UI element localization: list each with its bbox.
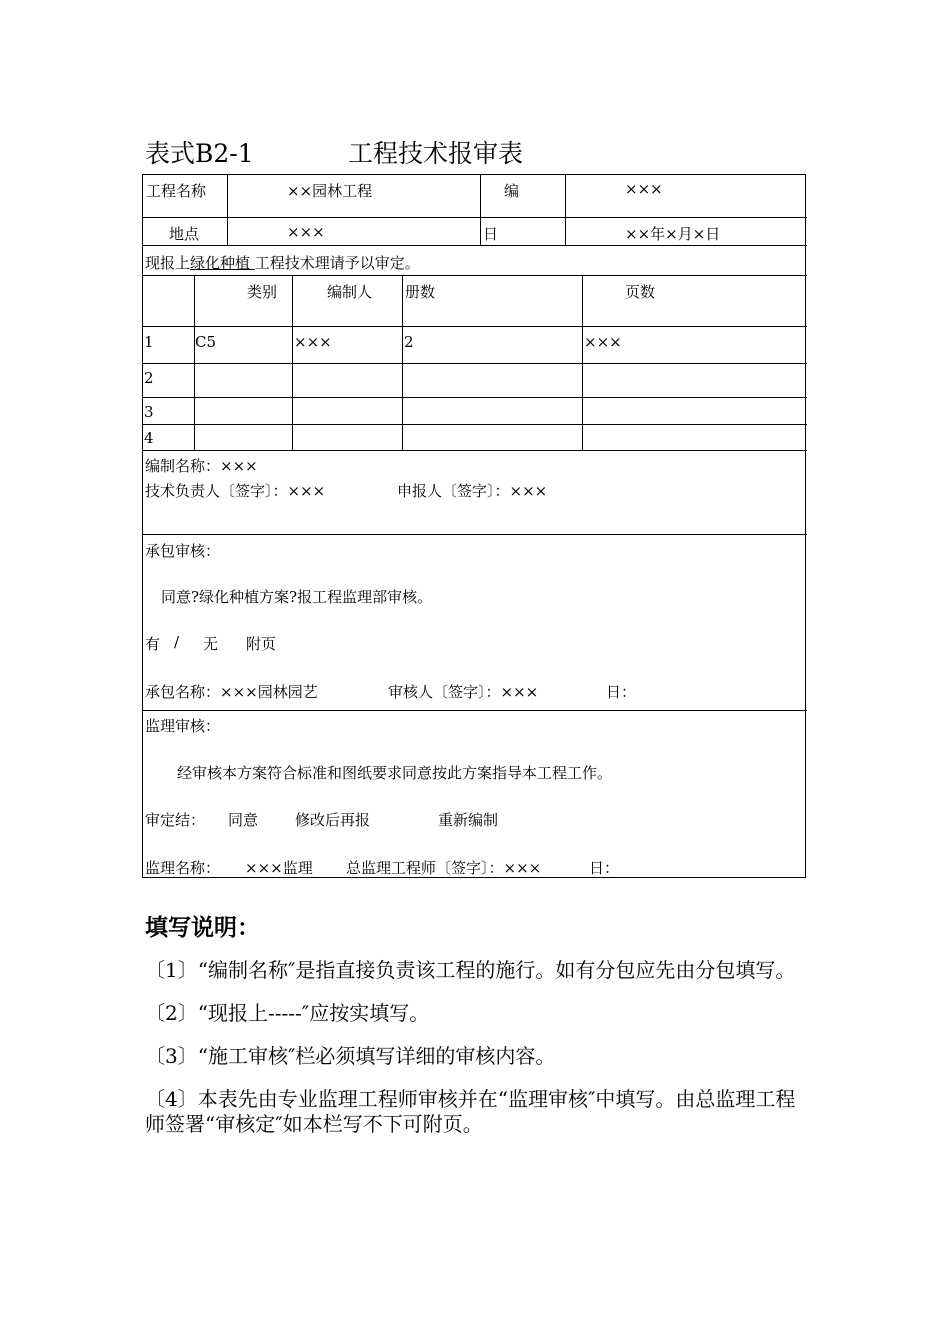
conclusion-label: 审定结： xyxy=(145,811,206,829)
instructions xyxy=(145,915,807,1155)
supervision-opinion: 经审核本方案符合标准和图纸要求同意按此方案指导本工程工作。 xyxy=(177,764,613,782)
divider xyxy=(292,275,293,450)
table-cell: C5 xyxy=(195,333,217,351)
col-header-pages: 页数 xyxy=(625,283,656,301)
reviewer-signature: 审核人〔签字〕：××× xyxy=(388,683,539,701)
contractor-name: 承包名称：×××园林园艺 xyxy=(145,683,318,701)
option-redo: 重新编制 xyxy=(438,811,499,829)
divider xyxy=(582,275,583,450)
attach-slash: / xyxy=(174,633,180,651)
instructions-heading: 填写说明： xyxy=(145,914,260,941)
attach-page: 附页 xyxy=(246,635,277,653)
divider xyxy=(143,275,807,276)
submission-category: 绿化种植 xyxy=(190,254,255,272)
supervisor-name-label: 监理名称： xyxy=(145,859,221,877)
col-header-volumes: 册数 xyxy=(405,283,436,301)
project-name-value: ××园林工程 xyxy=(287,182,373,200)
contractor-opinion: 同意?绿化种植方案?报工程监理部审核。 xyxy=(161,588,433,606)
divider xyxy=(565,175,566,245)
submission-line xyxy=(145,252,420,273)
instruction-item: 〔4〕本表先由专业监理工程师审核并在“监理审核″中填写。由总监理工程师签署“审核定″如本栏写不下可附页。 xyxy=(145,1087,796,1136)
instruction-item: 〔1〕“编制名称″是指直接负责该工程的施行。如有分包应先由分包填写。 xyxy=(145,958,796,982)
col-header-author: 编制人 xyxy=(327,283,373,301)
contractor-review-label: 承包审核： xyxy=(145,542,221,560)
project-name-label: 工程名称 xyxy=(146,182,207,200)
attach-no: 无 xyxy=(203,635,219,653)
table-cell: 1 xyxy=(144,333,154,351)
divider xyxy=(480,175,481,245)
location-value: ××× xyxy=(287,223,325,241)
form-code: 表式B2-1 xyxy=(145,139,254,168)
code-value: ××× xyxy=(625,180,663,198)
divider xyxy=(227,175,228,245)
divider xyxy=(143,534,807,535)
tech-lead-signature: 技术负责人〔签字〕：××× xyxy=(145,482,326,500)
compiler-name: 编制名称：××× xyxy=(145,457,258,475)
chief-signature: 总监理工程师〔签字〕：××× xyxy=(346,859,542,877)
option-agree: 同意 xyxy=(228,811,259,829)
divider xyxy=(143,217,807,218)
attach-yes: 有 xyxy=(145,635,161,653)
table-cell: 2 xyxy=(404,333,414,351)
divider xyxy=(402,275,403,450)
code-label: 编 xyxy=(504,182,520,200)
table-cell: 4 xyxy=(144,429,154,447)
table-cell: ××× xyxy=(584,333,622,351)
supervision-date: 日： xyxy=(589,859,620,877)
table-cell: ××× xyxy=(294,333,332,351)
instruction-item: 〔2〕“现报上-----″应按实填写。 xyxy=(145,1001,430,1025)
divider xyxy=(143,363,807,364)
table-cell: 2 xyxy=(144,369,154,387)
divider xyxy=(194,275,195,450)
submission-prefix: 现报上 xyxy=(145,254,191,272)
date-value: ××年×月×日 xyxy=(625,225,721,243)
supervision-review-label: 监理审核： xyxy=(145,717,221,735)
date-label: 日 xyxy=(483,225,499,243)
table-cell: 3 xyxy=(144,403,154,421)
submission-suffix: 工程技术理请予以审定。 xyxy=(254,254,420,272)
form-title: 工程技术报审表 xyxy=(348,139,524,168)
divider xyxy=(143,710,807,711)
supervisor-name-value: ×××监理 xyxy=(245,859,313,877)
applicant-signature: 申报人〔签字〕：××× xyxy=(397,482,548,500)
approval-form xyxy=(142,174,806,878)
option-modify: 修改后再报 xyxy=(295,811,371,829)
col-header-category: 类别 xyxy=(247,283,278,301)
divider xyxy=(143,424,807,425)
location-label: 地点 xyxy=(169,225,200,243)
divider xyxy=(143,245,807,246)
divider xyxy=(143,326,807,327)
divider xyxy=(143,450,807,451)
instruction-item: 〔3〕“施工审核″栏必须填写详细的审核内容。 xyxy=(145,1044,556,1068)
divider xyxy=(143,397,807,398)
contractor-date: 日： xyxy=(606,683,637,701)
